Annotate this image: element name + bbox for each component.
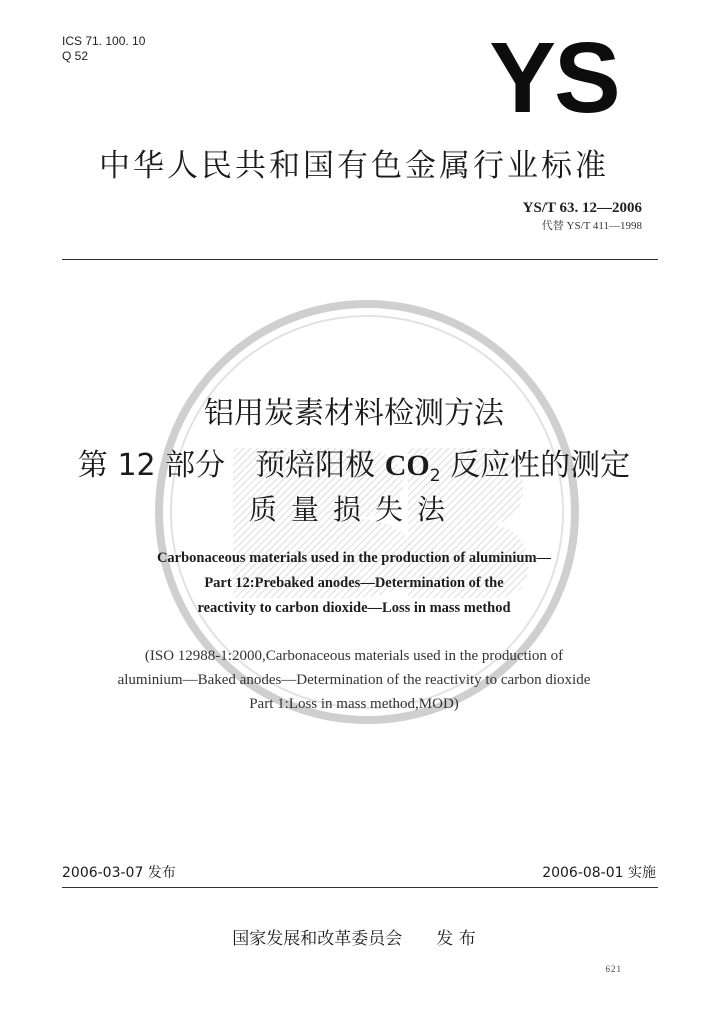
iso-ref-line2: aluminium—Baked anodes—Determination of the reactivity to carbon dioxide <box>117 672 591 688</box>
implement-date: 2006-08-01 实施 <box>542 865 656 881</box>
co2-formula: CO <box>384 449 430 482</box>
ccs-code: Q 52 <box>62 49 89 63</box>
iso-ref-line3: Part 1:Loss in mass method,MOD) <box>249 696 459 712</box>
co2-subscript: 2 <box>429 466 441 486</box>
standard-number: YS/T 63. 12—2006 <box>522 200 642 216</box>
publish-date: 2006-03-07 发布 <box>62 865 176 881</box>
issuer-name: 国家发展和改革委员会 <box>232 929 403 949</box>
title-en-line3: reactivity to carbon dioxide—Loss in mass method <box>197 600 511 616</box>
title-en-line1: Carbonaceous materials used in the production of aluminium— <box>156 550 552 566</box>
title-zh-line2-prefix: 第 12 部分 预焙阳极 <box>77 448 385 483</box>
replaces-standard: 代替 YS/T 411—1998 <box>541 220 642 232</box>
issuer <box>0 924 708 949</box>
page-number: 621 <box>605 964 622 974</box>
ics-code: ICS 71. 100. 10 <box>62 34 146 48</box>
iso-ref-line1: (ISO 12988-1:2000,Carbonaceous materials used in the production of <box>144 648 564 664</box>
org-title: 中华人民共和国有色金属行业标准 <box>99 148 609 184</box>
issuer-action: 发 布 <box>436 929 476 949</box>
logo-text: YS <box>489 34 619 120</box>
title-zh-line3: 质量损失法 <box>248 493 459 526</box>
title-en-line2: Part 12:Prebaked anodes—Determination of the <box>204 575 504 591</box>
title-zh-line2 <box>0 440 708 484</box>
classification-codes <box>62 34 145 64</box>
title-zh-line2-suffix: 反应性的测定 <box>440 448 631 483</box>
title-zh-line1: 铝用炭素材料检测方法 <box>204 396 504 431</box>
ys-logo <box>468 34 640 120</box>
header-divider <box>62 259 658 260</box>
footer-divider <box>62 887 658 888</box>
